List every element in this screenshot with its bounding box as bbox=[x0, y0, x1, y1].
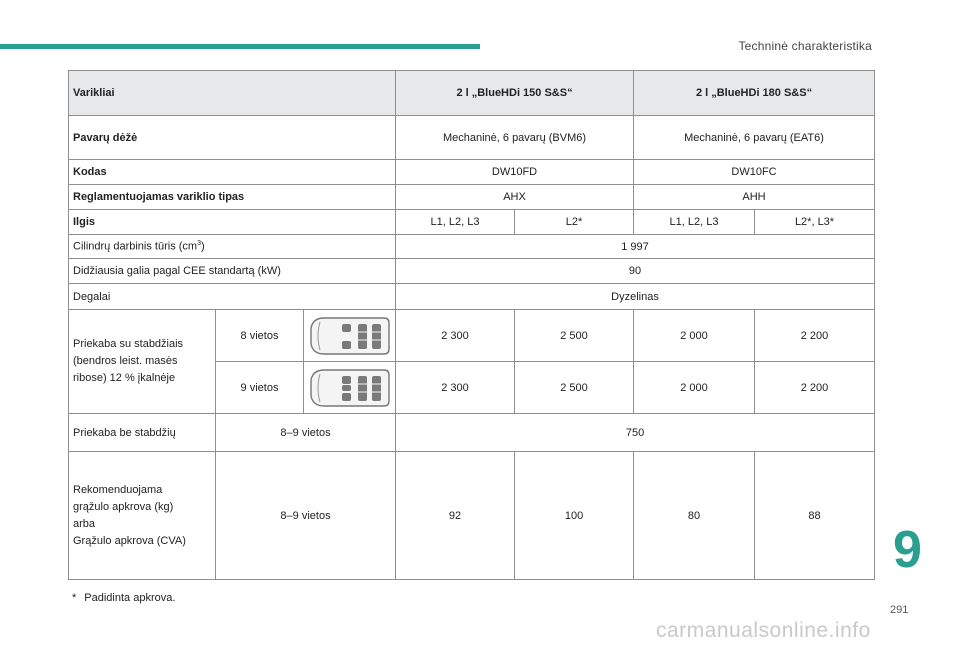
displacement-label bbox=[69, 235, 396, 259]
engine-180-header: 2 l „BlueHDi 180 S&S“ bbox=[634, 71, 875, 116]
engine-150-header: 2 l „BlueHDi 150 S&S“ bbox=[396, 71, 634, 116]
towbar-value: 88 bbox=[755, 452, 875, 580]
footnote-mark: * bbox=[72, 592, 77, 604]
towbar-value: 92 bbox=[396, 452, 515, 580]
table-row bbox=[69, 414, 875, 452]
length-value: L2* bbox=[515, 210, 634, 235]
table-row bbox=[69, 452, 875, 580]
braked-value: 2 500 bbox=[515, 310, 634, 362]
braked-value: 2 000 bbox=[634, 310, 755, 362]
footnote bbox=[72, 592, 175, 604]
towbar-label-line: Grąžulo apkrova (CVA) bbox=[73, 534, 186, 547]
van-seating-9-icon bbox=[308, 366, 392, 410]
towbar-value: 100 bbox=[515, 452, 634, 580]
length-label: Ilgis bbox=[69, 210, 396, 235]
unbraked-value: 750 bbox=[396, 414, 875, 452]
towbar-label-line: arba bbox=[73, 517, 96, 530]
displacement-label-end: ) bbox=[201, 240, 205, 253]
table-row bbox=[69, 259, 875, 284]
code-value-150: DW10FD bbox=[396, 160, 634, 185]
fuel-label: Degalai bbox=[69, 284, 396, 310]
van-seating-8-icon bbox=[304, 310, 396, 362]
van-seating-8-icon bbox=[308, 314, 392, 358]
header-accent-bar bbox=[0, 44, 480, 49]
length-value: L1, L2, L3 bbox=[396, 210, 515, 235]
fuel-value: Dyzelinas bbox=[396, 284, 875, 310]
braked-value: 2 300 bbox=[396, 310, 515, 362]
unbraked-seats: 8–9 vietos bbox=[216, 414, 396, 452]
code-value-180: DW10FC bbox=[634, 160, 875, 185]
chapter-number: 9 bbox=[893, 521, 922, 579]
gearbox-value-180: Mechaninė, 6 pavarų (EAT6) bbox=[634, 116, 875, 160]
length-value: L1, L2, L3 bbox=[634, 210, 755, 235]
engine-type-label: Reglamentuojamas variklio tipas bbox=[69, 185, 396, 210]
braked-value: 2 200 bbox=[755, 362, 875, 414]
braked-seats-8: 8 vietos bbox=[216, 310, 304, 362]
van-seating-9-icon bbox=[304, 362, 396, 414]
displacement-unit-sup: 3 bbox=[197, 240, 201, 248]
unbraked-trailer-label: Priekaba be stabdžių bbox=[69, 414, 216, 452]
code-label: Kodas bbox=[69, 160, 396, 185]
displacement-value: 1 997 bbox=[396, 235, 875, 259]
table-row bbox=[69, 235, 875, 259]
table-header-row bbox=[69, 71, 875, 116]
engine-type-value-180: AHH bbox=[634, 185, 875, 210]
braked-seats-9: 9 vietos bbox=[216, 362, 304, 414]
engine-spec-table bbox=[68, 70, 875, 580]
braked-value: 2 500 bbox=[515, 362, 634, 414]
braked-trailer-label: Priekaba su stabdžiais (bendros leist. masės ribose) 12 % įkalnėje bbox=[69, 310, 216, 414]
gearbox-value-150: Mechaninė, 6 pavarų (BVM6) bbox=[396, 116, 634, 160]
braked-value: 2 200 bbox=[755, 310, 875, 362]
table-row bbox=[69, 116, 875, 160]
table-row bbox=[69, 310, 875, 362]
watermark: carmanualsonline.info bbox=[656, 619, 871, 642]
braked-value: 2 300 bbox=[396, 362, 515, 414]
gearbox-label: Pavarų dėžė bbox=[69, 116, 396, 160]
length-value: L2*, L3* bbox=[755, 210, 875, 235]
section-title: Techninė charakteristika bbox=[738, 39, 872, 53]
towbar-load-label bbox=[69, 452, 216, 580]
engines-header: Varikliai bbox=[69, 71, 396, 116]
table-row bbox=[69, 160, 875, 185]
engine-type-value-150: AHX bbox=[396, 185, 634, 210]
towbar-value: 80 bbox=[634, 452, 755, 580]
towbar-seats: 8–9 vietos bbox=[216, 452, 396, 580]
page-number: 291 bbox=[890, 604, 909, 616]
footnote-text: Padidinta apkrova. bbox=[84, 592, 176, 604]
power-value: 90 bbox=[396, 259, 875, 284]
displacement-label-text: Cilindrų darbinis tūris (cm bbox=[73, 240, 198, 253]
table-row bbox=[69, 185, 875, 210]
power-label: Didžiausia galia pagal CEE standartą (kW) bbox=[69, 259, 396, 284]
table-row bbox=[69, 284, 875, 310]
table-row bbox=[69, 210, 875, 235]
towbar-label-line: Rekomenduojama bbox=[73, 483, 163, 496]
towbar-label-line: grąžulo apkrova (kg) bbox=[73, 500, 174, 513]
braked-value: 2 000 bbox=[634, 362, 755, 414]
